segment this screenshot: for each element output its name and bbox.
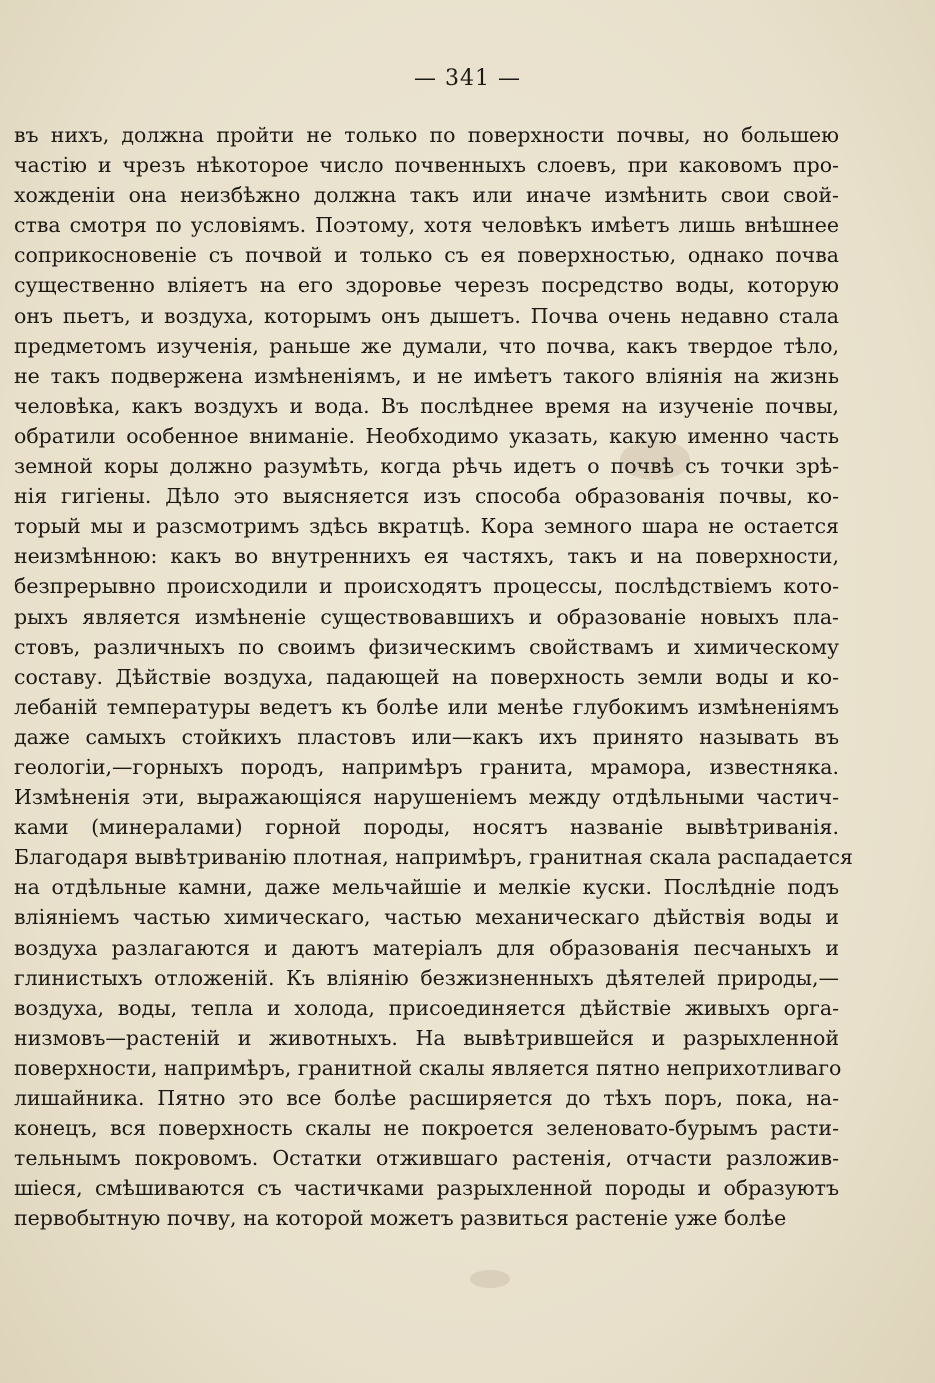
text-line: безпрерывно происходили и происходятъ процессы, послѣдствіемъ кото- xyxy=(14,574,839,599)
text-line: шіеся, смѣшиваются съ частичками разрыхленной породы и образуютъ xyxy=(14,1176,839,1201)
text-line: конецъ, вся поверхность скалы не покроется зеленовато-бурымъ расти- xyxy=(14,1116,839,1141)
text-line: вліяніемъ частью химическаго, частью механическаго дѣйствія воды и xyxy=(14,905,839,930)
body-text xyxy=(14,120,853,1233)
text-line: стовъ, различныхъ по своимъ физическимъ свойствамъ и химическому xyxy=(14,634,839,659)
text-line: даже самыхъ стойкихъ пластовъ или—какъ ихъ принято называть въ xyxy=(14,724,839,749)
text-line: первобытную почву, на которой можетъ развиться растеніе уже болѣе xyxy=(14,1206,787,1231)
text-line: существенно вліяетъ на его здоровье черезъ посредство воды, которую xyxy=(14,273,839,298)
text-line: поверхности, напримѣръ, гранитной скалы является пятно неприхотливаго xyxy=(14,1055,842,1080)
text-line: обратили особенное вниманіе. Необходимо указать, какую именно часть xyxy=(14,423,839,448)
text-line: лишайника. Пятно это все болѣе расширяется до тѣхъ поръ, пока, на- xyxy=(14,1086,839,1110)
text-line: человѣка, какъ воздухъ и вода. Въ послѣднее время на изученіе почвы, xyxy=(14,393,839,418)
text-line: воздуха разлагаются и даютъ матеріалъ для образованія песчаныхъ и xyxy=(14,935,839,960)
text-line: предметомъ изученія, раньше же думали, что почва, какъ твердое тѣло, xyxy=(14,333,839,358)
text-line: торый мы и разсмотримъ здѣсь вкратцѣ. Кора земного шара не остается xyxy=(14,514,839,539)
text-line: лебаній температуры ведетъ къ болѣе или менѣе глубокимъ измѣненіямъ xyxy=(14,694,839,719)
text-line: глинистыхъ отложеній. Къ вліянію безжизненныхъ дѣятелей природы,— xyxy=(14,965,839,990)
text-line: онъ пьетъ, и воздуха, которымъ онъ дышетъ. Почва очень недавно стала xyxy=(14,303,839,328)
text-line: Измѣненія эти, выражающіяся нарушеніемъ между отдѣльными частич- xyxy=(14,785,839,810)
text-line: низмовъ—растеній и животныхъ. На вывѣтрившейся и разрыхленной xyxy=(14,1025,839,1050)
text-line: не такъ подвержена измѣненіямъ, и не имѣетъ такого вліянія на жизнь xyxy=(14,363,839,388)
text-line: геологіи,—горныхъ породъ, напримѣръ гранита, мрамора, известняка. xyxy=(14,754,839,779)
text-line: въ нихъ, должна пройти не только по поверхности почвы, но большею xyxy=(14,123,839,147)
text-line: хожденіи она неизбѣжно должна такъ или иначе измѣнить свои свой- xyxy=(14,183,839,208)
text-line: ства смотря по условіямъ. Поэтому, хотя человѣкъ имѣетъ лишь внѣшнее xyxy=(14,213,839,238)
text-line: неизмѣнною: какъ во внутреннихъ ея частяхъ, такъ и на поверхности, xyxy=(14,544,839,569)
text-line: составу. Дѣйствіе воздуха, падающей на поверхность земли воды и ко- xyxy=(14,664,839,689)
text-line: тельнымъ покровомъ. Остатки отжившаго растенія, отчасти разложив- xyxy=(14,1146,839,1171)
paper-stain xyxy=(470,1270,510,1288)
text-line: воздуха, воды, тепла и холода, присоединяется дѣйствіе живыхъ орга- xyxy=(14,995,839,1020)
text-line: нія гигіены. Дѣло это выясняется изъ способа образованія почвы, ко- xyxy=(14,484,839,509)
text-line: Благодаря вывѣтриванію плотная, напримѣръ, гранитная скала распадается xyxy=(14,845,853,870)
page-number: — 341 — xyxy=(414,66,521,91)
text-line: соприкосновеніе съ почвой и только съ ея поверхностью, однако почва xyxy=(14,243,839,268)
text-line: земной коры должно разумѣть, когда рѣчь идетъ о почвѣ съ точки зрѣ- xyxy=(14,454,839,479)
text-line: ками (минералами) горной породы, носятъ названіе вывѣтриванія. xyxy=(14,815,839,840)
text-line: рыхъ является измѣненіе существовавшихъ и образованіе новыхъ пла- xyxy=(14,604,839,629)
text-line: на отдѣльные камни, даже мельчайшіе и мелкіе куски. Послѣдніе подъ xyxy=(14,875,839,900)
text-line: частію и чрезъ нѣкоторое число почвенныхъ слоевъ, при каковомъ про- xyxy=(14,153,839,178)
